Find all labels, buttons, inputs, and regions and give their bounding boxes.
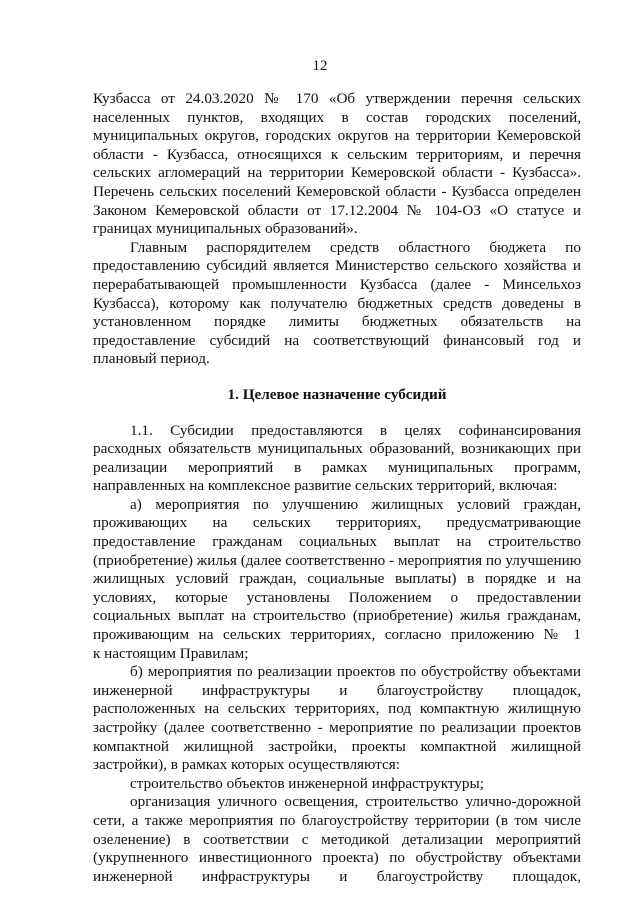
paragraph-item-b [93,663,581,775]
text-line: предоставление гражданам социальных выплат на строительство [93,533,581,551]
text-line: Перечень сельских поселений Кемеровской области - Кузбасса определен [93,182,581,200]
text-line: б) мероприятия по реализации проектов по обустройству объектами [130,663,581,681]
section-heading: 1. Целевое назначение субсидий [227,385,447,403]
text-line: населенных пунктов, входящих в состав городских поселений, [93,108,581,126]
text-line: условиях, которые установлены Положением о предоставлении [93,588,581,606]
text-line: области - Кузбасса, относящихся к сельским территориям, и перечня [93,145,581,163]
page-number: 12 [312,58,328,74]
paragraph-main-distributor [93,239,581,369]
text-line: муниципальных округов, городских округов на территории Кемеровской [93,127,581,145]
document-body [93,90,581,886]
text-line: социальных выплат на строительство (приобретение) жилья гражданам, [93,607,581,625]
text-line: застройку (далее соответственно - мероприятие по реализации проектов [93,719,581,736]
text-line: строительство объектов инженерной инфраструктуры; [130,774,484,792]
spacer [93,405,581,422]
text-line: сети, а также мероприятия по благоустройству территории (в том числе [93,811,581,829]
text-line: инженерной инфраструктуры и благоустройству площадок, [93,681,581,699]
paragraph-intro [93,90,581,239]
text-line: Кузбасса), которому как получателю бюджетных средств доведены в [93,294,581,312]
text-line: расположенных на сельских территориях, под компактную жилищную [93,700,581,718]
text-line: Кузбасса от 24.03.2020 № 170 «Об утверждении перечня сельских [93,90,581,107]
text-line: направленных на комплексное развитие сельских территорий, включая: [93,477,558,495]
text-line: озеленение) в соответствии с методикой детализации мероприятий [93,830,581,848]
paragraph-infrastructure [93,775,581,794]
text-line: реализации мероприятий в рамках муниципальных программ, [93,458,581,476]
text-line: предоставление субсидий на соответствующий финансовый год и [93,331,581,349]
paragraph-lighting [93,793,581,886]
text-line: инженерной инфраструктуры и благоустройству площадок, [93,867,581,885]
text-line: перерабатывающей промышленности Кузбасса (далее - Минсельхоз [93,275,581,293]
spacer [93,369,581,386]
text-line: сельских агломераций на территории Кемеровской области - Кузбасса». [93,164,581,182]
text-line: границах муниципальных образований». [93,220,358,238]
text-line: застройки), в рамках которых осуществляются: [93,756,400,774]
text-line: Главным распорядителем средств областного бюджета по [130,238,581,256]
text-line: проживающих на сельских территориях, предусматривающие [93,514,581,532]
text-line: Законом Кемеровской области от 17.12.2004 № 104-ОЗ «О статусе и [93,201,581,219]
text-line: организация уличного освещения, строительство улично-дорожной [130,793,581,811]
text-line: предоставлению субсидий является Министерство сельского хозяйства и [93,257,581,275]
text-line: плановый период. [93,350,210,368]
text-line: а) мероприятия по улучшению жилищных условий граждан, [130,495,581,513]
text-line: (приобретение) жилья (далее соответственно - мероприятия по улучшению [93,551,581,569]
text-line: проживающим на сельских территориях, согласно приложению № 1 [93,626,581,644]
text-line: установленном порядке лимиты бюджетных обязательств на [93,313,581,331]
paragraph-item-a [93,496,581,663]
paragraph-1-1 [93,422,581,496]
text-line: к настоящим Правилам; [93,644,249,662]
text-line: компактной жилищной застройки, проекты компактной жилищной [93,737,581,755]
text-line: жилищных условий граждан, социальные выплаты) в порядке и на [93,570,581,588]
text-line: расходных обязательств муниципальных образований, возникающих при [93,440,581,458]
text-line: (укрупненного инвестиционного проекта) по обустройству объектами [93,849,581,867]
text-line: 1.1. Субсидии предоставляются в целях софинансирования [130,421,581,439]
